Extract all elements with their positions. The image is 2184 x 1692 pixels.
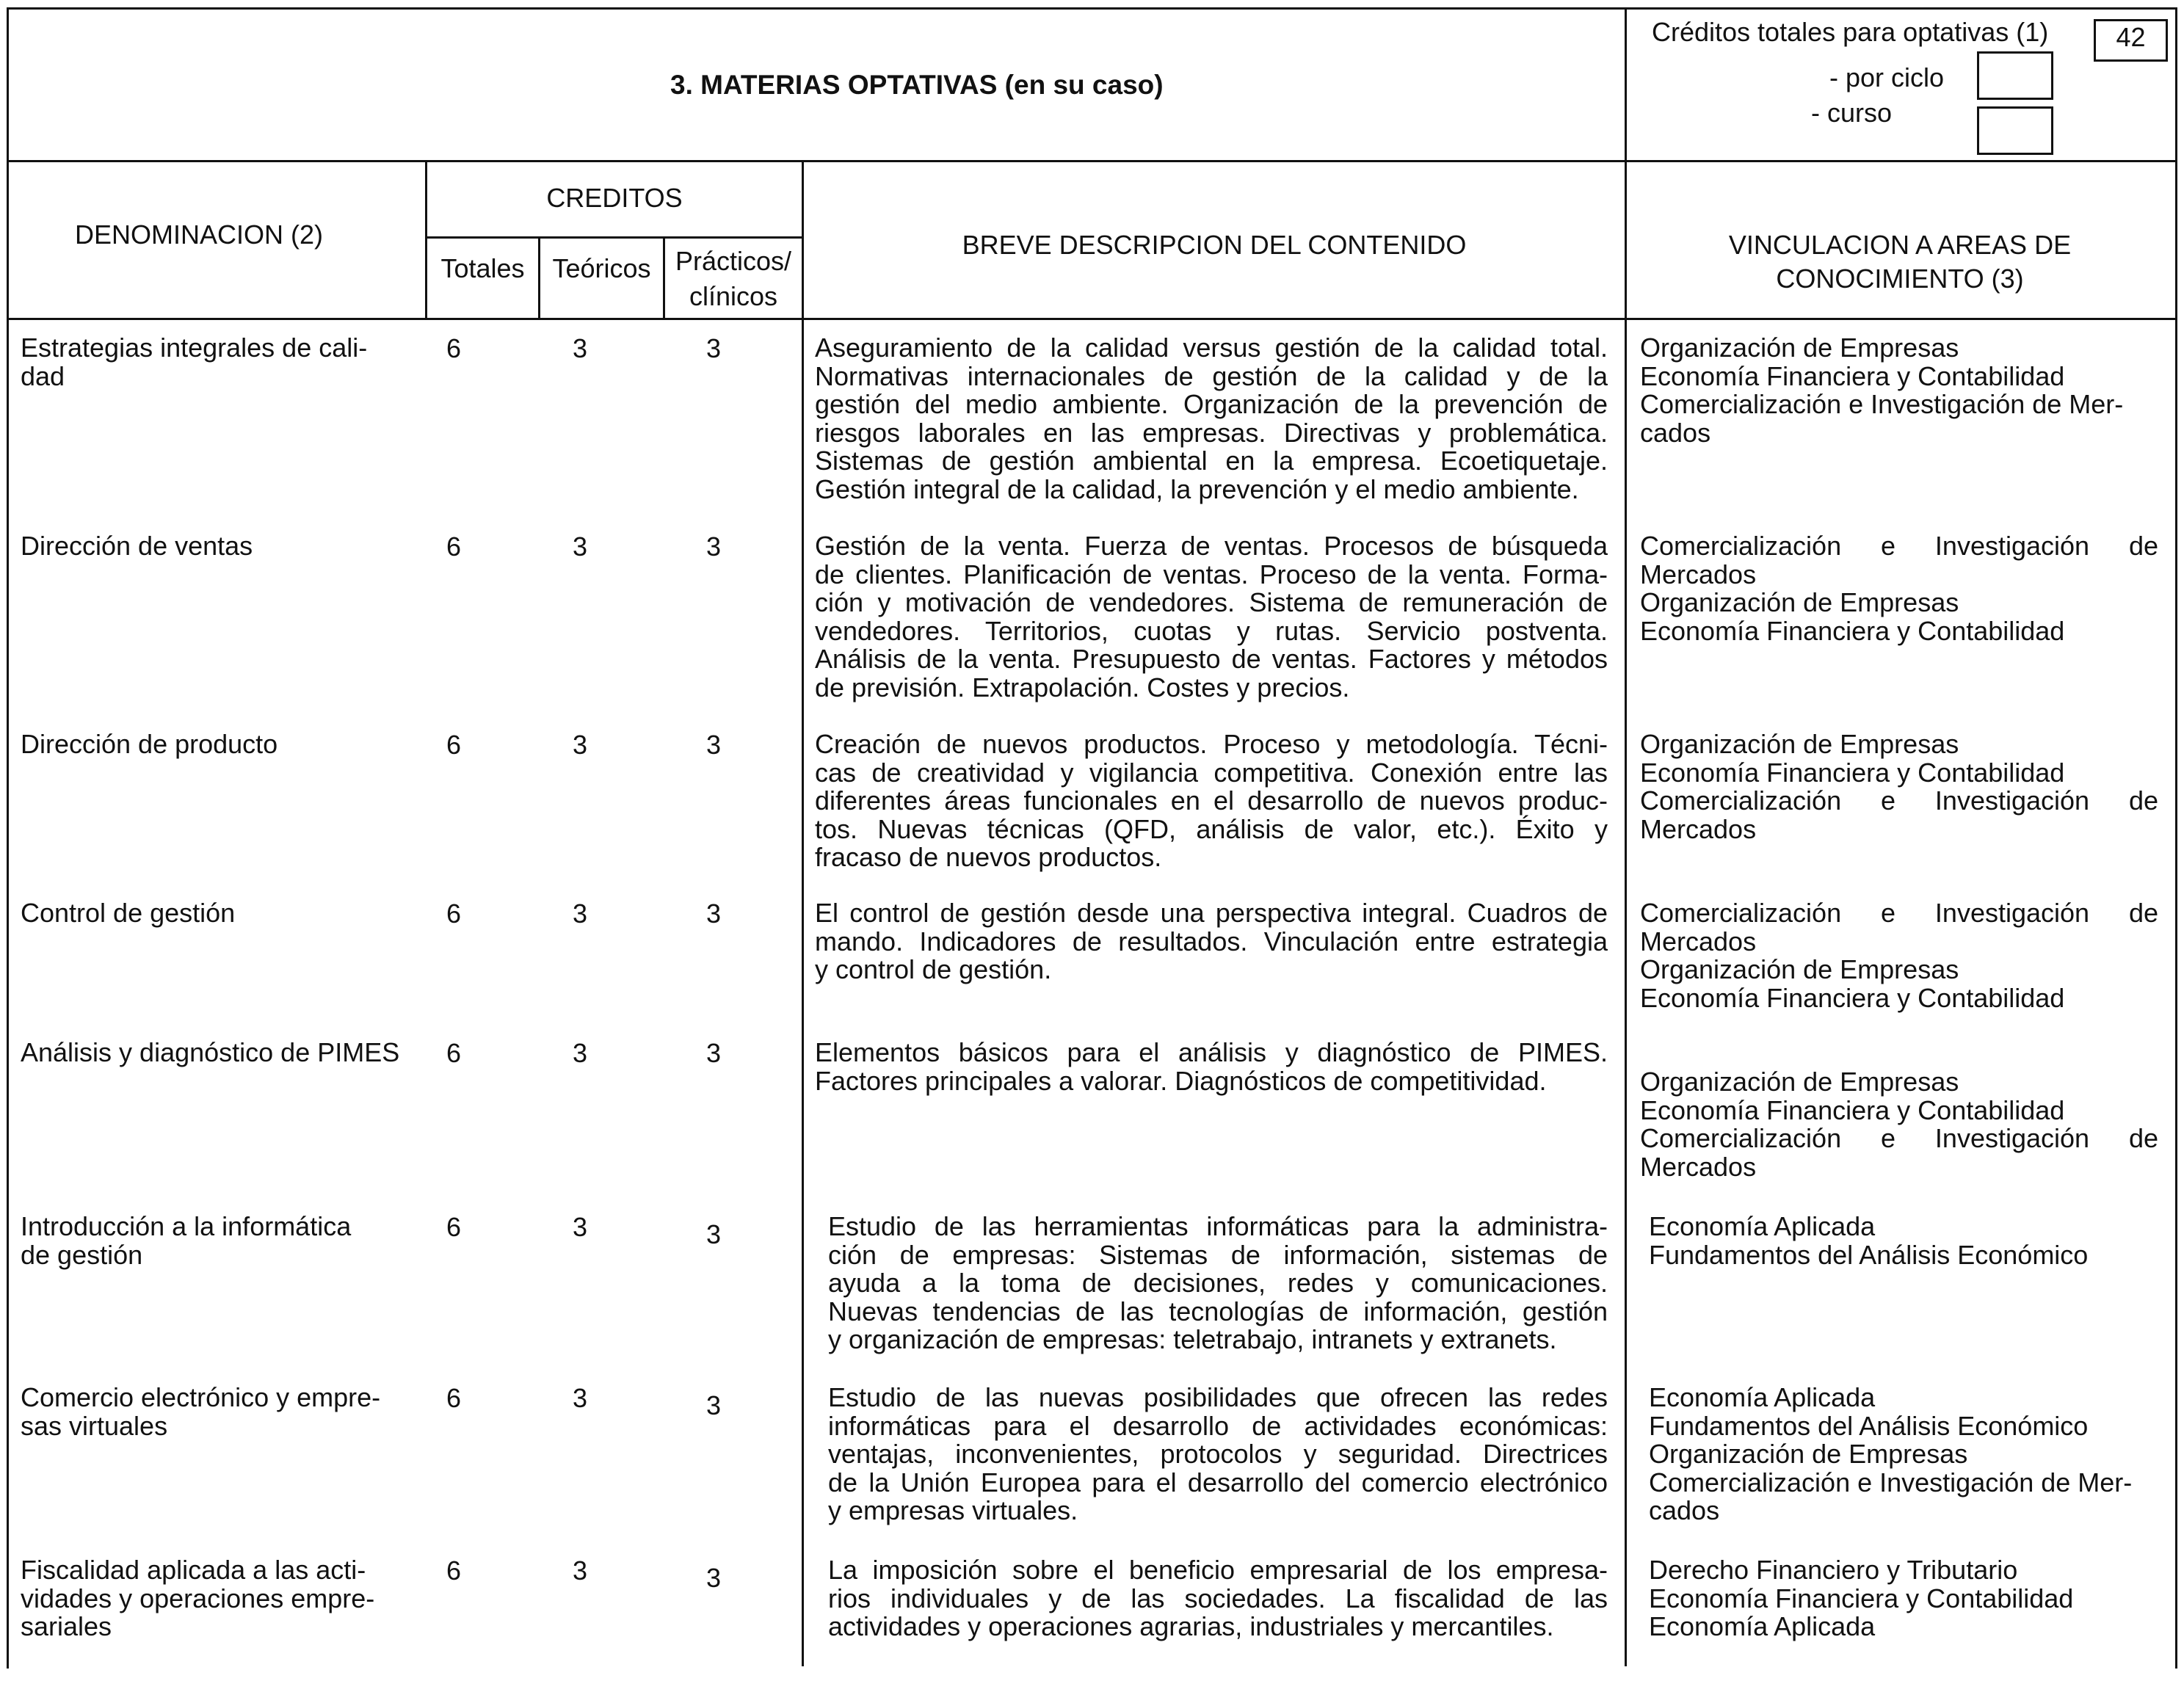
area-line: Economía Financiera y Contabilidad: [1640, 1094, 2065, 1125]
col-header-vinculacion-1: VINCULACION A AREAS DE: [1728, 230, 2072, 260]
row-denominacion: [21, 1213, 417, 1269]
descripcion-line: riesgos laborales en las empresas. Directivas y problemática.: [815, 417, 1608, 448]
row-totales: 6: [446, 730, 462, 760]
descripcion-line: tos. Nuevas técnicas (QFD, análisis de valor, etc.). Éxito y: [815, 813, 1608, 844]
descripcion-line: rios individuales y de las sociedades. La fiscalidad de las: [828, 1583, 1608, 1613]
denominacion-line: Dirección de ventas: [21, 531, 253, 561]
descripcion-line: Gestión integral de la calidad, la prevención y el medio ambiente.: [815, 473, 1579, 504]
area-line: Comercialización e Investigación de: [1640, 1123, 2158, 1153]
row-totales: 6: [446, 1038, 462, 1068]
area-line: Economía Aplicada: [1649, 1382, 1876, 1412]
area-line: Economía Financiera y Contabilidad: [1640, 615, 2065, 646]
descripcion-line: informáticas para el desarrollo de actividades económicas:: [828, 1410, 1608, 1441]
per-cycle-value: [1979, 54, 2051, 98]
row-descripcion: [815, 730, 1608, 872]
row-denominacion: [21, 1039, 417, 1067]
row-vinculacion: [1640, 532, 2158, 645]
area-line: Organización de Empresas: [1640, 1067, 1959, 1097]
row-totales: 6: [446, 898, 462, 929]
per-course-value: [1979, 109, 2051, 153]
descripcion-line: Elementos básicos para el análisis y diagnóstico de PIMES.: [815, 1037, 1608, 1067]
row-descripcion: [828, 1213, 1608, 1354]
descripcion-line: El control de gestión desde una perspectiva integral. Cuadros de: [815, 898, 1608, 928]
per-course-label: - curso: [1811, 98, 1893, 128]
descripcion-line: ción y motivación de vendedores. Sistema de remuneración de: [815, 587, 1608, 617]
per-cycle-label: - por ciclo: [1829, 62, 1945, 92]
column-header-divider: [7, 318, 2175, 320]
area-line: Derecho Financiero y Tributario: [1649, 1555, 2018, 1585]
row-denominacion: [21, 1384, 417, 1440]
row-descripcion: [828, 1384, 1608, 1525]
descripcion-line: Estudio de las nuevas posibilidades que ofrecen las redes: [828, 1382, 1608, 1412]
row-vinculacion: [1640, 899, 2158, 1012]
descripcion-line: de previsión. Extrapolación. Costes y precios.: [815, 672, 1350, 702]
denominacion-line: Análisis y diagnóstico de PIMES: [21, 1037, 400, 1067]
denominacion-line: Estrategias integrales de cali-: [21, 333, 368, 363]
area-line: Organización de Empresas: [1640, 729, 1959, 759]
row-teoricos: 3: [573, 531, 588, 562]
col-header-clinicos: clínicos: [689, 281, 778, 311]
row-practicos: 3: [706, 1390, 722, 1420]
descripcion-line: de la Unión Europea para el desarrollo del comercio electrónico: [828, 1467, 1608, 1497]
area-line: Comercialización e Investigación de: [1640, 785, 2158, 816]
row-practicos: 3: [706, 1038, 722, 1068]
row-descripcion: [815, 1039, 1608, 1095]
descripcion-line: y empresas virtuales.: [828, 1495, 1078, 1525]
descripcion-line: vendedores. Territorios, cuotas y rutas. Servicio postventa.: [815, 615, 1608, 646]
area-line: Economía Aplicada: [1649, 1211, 1876, 1241]
col-header-practicos: Prácticos/: [675, 246, 792, 276]
credits-total-label: Créditos totales para optativas (1): [1652, 17, 2049, 47]
descripcion-line: Sistemas de gestión ambiental en la empresa. Ecoetiquetaje.: [815, 446, 1608, 476]
descripcion-line: Normativas internacionales de gestión de la calidad y de la: [815, 360, 1608, 391]
descripcion-line: actividades y operaciones agrarias, industriales y mercantiles.: [828, 1611, 1554, 1641]
row-denominacion: [21, 532, 417, 561]
descripcion-line: cas de creatividad y vigilancia competitiva. Conexión entre las: [815, 757, 1608, 788]
row-vinculacion: [1640, 1068, 2158, 1181]
row-denominacion: [21, 334, 417, 391]
area-line: Mercados: [1640, 1151, 1757, 1182]
row-vinculacion: [1640, 334, 2158, 447]
descripcion-line: de clientes. Planificación de ventas. Proceso de la venta. Forma-: [815, 559, 1608, 589]
row-practicos: 3: [706, 531, 722, 562]
row-teoricos: 3: [573, 1212, 588, 1242]
row-descripcion: [815, 899, 1608, 984]
area-line: cados: [1640, 417, 1711, 448]
area-line: Organización de Empresas: [1640, 333, 1959, 363]
denominacion-line: Dirección de producto: [21, 729, 278, 759]
descripcion-line: diferentes áreas funcionales en el desarrollo de nuevos produc-: [815, 785, 1608, 816]
descripcion-line: Creación de nuevos productos. Proceso y metodología. Técni-: [815, 729, 1608, 759]
row-practicos: 3: [706, 1563, 722, 1593]
row-totales: 6: [446, 1383, 462, 1413]
descripcion-line: Análisis de la venta. Presupuesto de ventas. Factores y métodos: [815, 644, 1608, 674]
row-teoricos: 3: [573, 1555, 588, 1586]
row-practicos: 3: [706, 898, 722, 929]
denominacion-line: vidades y operaciones empre-: [21, 1583, 375, 1613]
row-denominacion: [21, 730, 417, 759]
area-line: Comercialización e Investigación de Mer-: [1649, 1467, 2133, 1497]
area-line: Economía Financiera y Contabilidad: [1649, 1583, 2074, 1613]
denominacion-line: Introducción a la informática: [21, 1211, 352, 1241]
descripcion-line: La imposición sobre el beneficio empresarial de los empresa-: [828, 1555, 1608, 1585]
col-header-descripcion: BREVE DESCRIPCION DEL CONTENIDO: [962, 230, 1467, 260]
descripcion-line: y control de gestión.: [815, 954, 1052, 984]
descripcion-line: Nuevas tendencias de las tecnologías de información, gestión: [828, 1296, 1608, 1326]
area-line: Comercialización e Investigación de Mer-: [1640, 389, 2124, 419]
row-practicos: 3: [706, 1219, 722, 1249]
descripcion-line: y organización de empresas: teletrabajo, intranets y extranets.: [828, 1324, 1557, 1354]
descripcion-line: Aseguramiento de la calidad versus gestión de la calidad total.: [815, 333, 1608, 363]
area-line: Comercialización e Investigación de: [1640, 898, 2158, 928]
denominacion-line: dad: [21, 360, 65, 391]
descripcion-line: Estudio de las herramientas informáticas para la administra-: [828, 1211, 1608, 1241]
section-title: 3. MATERIAS OPTATIVAS (en su caso): [670, 70, 1164, 100]
col-divider-descripcion: [802, 160, 804, 1666]
descripcion-line: ayuda a la toma de decisiones, redes y comunicaciones.: [828, 1268, 1608, 1298]
row-teoricos: 3: [573, 1038, 588, 1068]
row-vinculacion: [1649, 1384, 2158, 1525]
row-descripcion: [815, 532, 1608, 702]
area-line: Mercados: [1640, 813, 1757, 844]
row-vinculacion: [1640, 730, 2158, 843]
row-teoricos: 3: [573, 333, 588, 363]
area-line: Economía Aplicada: [1649, 1611, 1876, 1641]
row-practicos: 3: [706, 730, 722, 760]
creditos-subdivider: [427, 236, 804, 239]
row-descripcion: [815, 334, 1608, 504]
area-line: Organización de Empresas: [1649, 1439, 1968, 1469]
per-cycle-box: [1977, 51, 2053, 100]
area-line: cados: [1649, 1495, 1720, 1525]
row-practicos: 3: [706, 333, 722, 363]
row-teoricos: 3: [573, 1383, 588, 1413]
col-header-denominacion: DENOMINACION (2): [75, 219, 324, 250]
row-denominacion: [21, 899, 417, 928]
row-descripcion: [828, 1556, 1608, 1641]
area-line: Organización de Empresas: [1640, 587, 1959, 617]
credits-total-value: 42: [2116, 22, 2146, 52]
descripcion-line: ventajas, inconvenientes, protocolos y seguridad. Directrices: [828, 1439, 1608, 1469]
area-line: Economía Financiera y Contabilidad: [1640, 360, 2065, 391]
row-teoricos: 3: [573, 898, 588, 929]
denominacion-line: Control de gestión: [21, 898, 236, 928]
row-vinculacion: [1649, 1556, 2158, 1641]
row-totales: 6: [446, 333, 462, 363]
area-line: Mercados: [1640, 926, 1757, 956]
area-line: Organización de Empresas: [1640, 954, 1959, 984]
per-course-box: [1977, 106, 2053, 155]
denominacion-line: sas virtuales: [21, 1410, 168, 1441]
descripcion-line: mando. Indicadores de resultados. Vinculación entre estrategia: [815, 926, 1608, 956]
denominacion-line: Comercio electrónico y empre-: [21, 1382, 381, 1412]
row-totales: 6: [446, 1212, 462, 1242]
area-line: Mercados: [1640, 559, 1757, 589]
descripcion-line: Factores principales a valorar. Diagnósticos de competitividad.: [815, 1065, 1547, 1096]
descripcion-line: fracaso de nuevos productos.: [815, 842, 1162, 872]
descripcion-line: gestión del medio ambiente. Organización de la prevención de: [815, 389, 1608, 419]
denominacion-line: Fiscalidad aplicada a las acti-: [21, 1555, 366, 1585]
denominacion-line: sariales: [21, 1611, 112, 1641]
area-line: Comercialización e Investigación de: [1640, 531, 2158, 561]
area-line: Fundamentos del Análisis Económico: [1649, 1410, 2089, 1441]
descripcion-line: ción de empresas: Sistemas de información, sistemas de: [828, 1239, 1608, 1270]
area-line: Economía Financiera y Contabilidad: [1640, 757, 2065, 788]
col-header-totales: Totales: [440, 253, 525, 283]
denominacion-line: de gestión: [21, 1239, 143, 1270]
col-header-creditos: CREDITOS: [546, 183, 683, 213]
row-totales: 6: [446, 531, 462, 562]
credits-total-box: [2094, 19, 2168, 62]
descripcion-line: Gestión de la venta. Fuerza de ventas. Procesos de búsqueda: [815, 531, 1608, 561]
row-vinculacion: [1649, 1213, 2158, 1269]
col-header-vinculacion-2: CONOCIMIENTO (3): [1776, 264, 2024, 294]
col-header-teoricos: Teóricos: [552, 253, 651, 283]
row-denominacion: [21, 1556, 417, 1641]
row-teoricos: 3: [573, 730, 588, 760]
header-divider: [7, 160, 2175, 162]
area-line: Economía Financiera y Contabilidad: [1640, 982, 2065, 1013]
row-totales: 6: [446, 1555, 462, 1586]
area-line: Fundamentos del Análisis Económico: [1649, 1239, 2089, 1270]
